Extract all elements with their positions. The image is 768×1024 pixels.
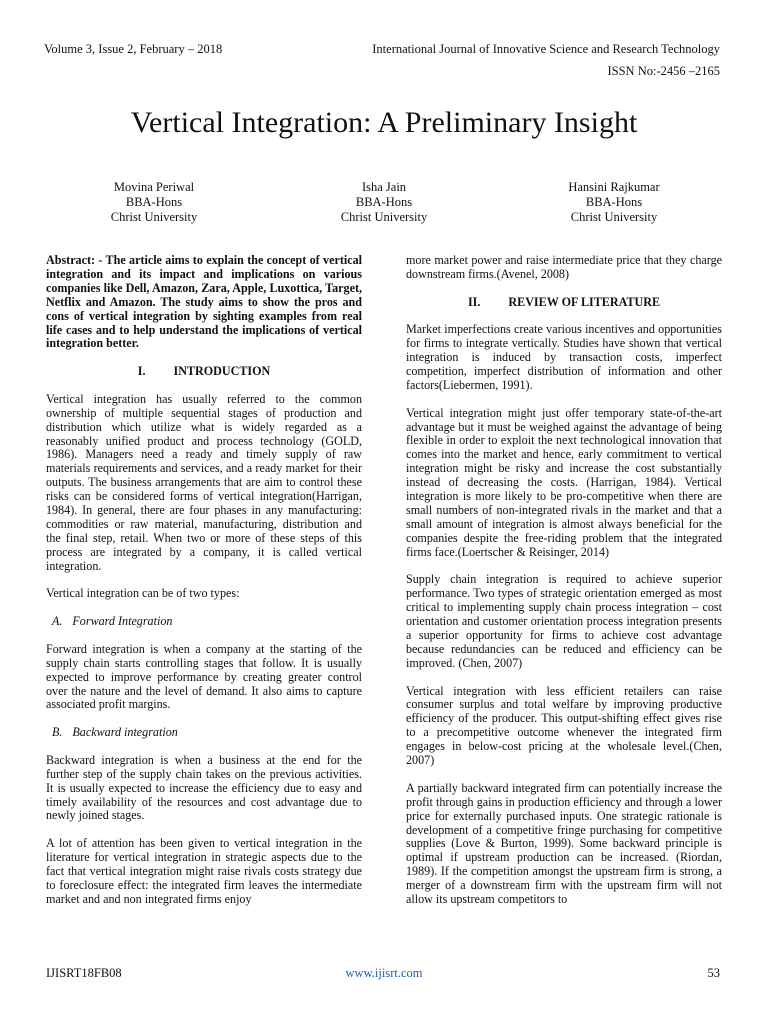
paragraph: Vertical integration might just offer temporary state-of-the-art advantage but it must be weighed against the advantage of being flexible in order to exploit the next technological innovation that comes into the market and hence, early commitment to vertical integration might be risky and increase the cost substantially instead of decreasing the costs. (Harrigan, 1984). Vertical integration is more likely to be pro-competitive when there are small numbers of non-integrated rivals in the market and that a small amount of integration is almost always beneficial for the companies despite the free-riding problem that the integrated firms face.(Loertscher & Reisinger, 2014) bbox=[406, 405, 722, 559]
author-3 bbox=[504, 180, 724, 225]
subsection-heading-backward bbox=[46, 726, 362, 740]
section-number: I. bbox=[137, 364, 146, 379]
subsection-number: B. bbox=[52, 725, 63, 740]
paragraph: Supply chain integration is required to achieve superior performance. Two types of strategic orientation emerged as most critical to implementing supply chain process integration – cost orientation and customer orientation process integration presents a superior opportunity for firms to achieve cost advantage because redundancies can be reduced and efficiency can be improved. (Chen, 2007) bbox=[406, 572, 722, 670]
paragraph: A partially backward integrated firm can potentially increase the profit through gains in production efficiency and through a lower price for externally purchased inputs. One strategic rationale is development of a competitive fringe purchasing for competitive supplies (Love & Burton, 1999). Some backward principle is optimal if upstream production can be increased. (Riordan, 1989). If the competition amongst the upstream firm is strong, a merger of a downstream firm with the upstream firm will not allow its upstream competitors to bbox=[406, 780, 722, 907]
author-name: Isha Jain bbox=[361, 180, 407, 194]
author-degree: BBA-Hons bbox=[125, 195, 183, 209]
journal-name: International Journal of Innovative Science and Research Technology bbox=[372, 42, 720, 56]
section-heading-review bbox=[406, 296, 722, 310]
author-2 bbox=[274, 180, 494, 225]
author-affiliation: Christ University bbox=[110, 210, 198, 224]
subsection-title: Backward integration bbox=[72, 725, 178, 740]
website-link[interactable]: www.ijisrt.com bbox=[345, 966, 423, 980]
paragraph: Backward integration is when a business at the end for the further step of the supply chain takes on the previous activities. It is usually expected to increase the efficiency due to easy and timely availability of the resources and cost advantage due to newly joined stages. bbox=[46, 752, 362, 823]
paragraph: Vertical integration with less efficient retailers can raise consumer surplus and total welfare by improving productive efficiency of the producer. This output-shifting effect gives rise to a precompetitive outcome whenever the integrated firm engages in below-cost pricing at the wholesale level.(Chen, 2007) bbox=[406, 683, 722, 768]
abstract: Abstract: - The article aims to explain the concept of vertical integration and its impact and implications on various companies like Dell, Amazon, Zara, Apple, Luxottica, Target, Netflix and Amazon. The study aims to show the pros and cons of vertical integration by sighting examples from real life cases and to help understand the implications of vertical integration better. bbox=[46, 253, 362, 351]
paragraph: Vertical integration can be of two types: bbox=[46, 586, 240, 601]
section-heading-introduction bbox=[46, 365, 362, 379]
author-list bbox=[44, 180, 724, 225]
right-column bbox=[406, 254, 722, 921]
paper-code: IJISRT18FB08 bbox=[46, 966, 122, 980]
author-affiliation: Christ University bbox=[340, 210, 428, 224]
volume-issue: Volume 3, Issue 2, February – 2018 bbox=[44, 42, 223, 56]
author-degree: BBA-Hons bbox=[585, 195, 643, 209]
paragraph: more market power and raise intermediate price that they charge downstream firms.(Avenel, 2008) bbox=[406, 253, 722, 281]
paragraph: A lot of attention has been given to vertical integration in the literature for vertical integration in strategic aspects due to the fact that vertical integration might raise rivals costs strategy due to foreclosure effect: the integrated firm leaves the intermediate market and and non integrated firms enjoy bbox=[46, 836, 362, 906]
paragraph: Vertical integration has usually referred to the common ownership of multiple sequential stages of production and distribution which utilize what is widely regarded as a reasonably unified product and process technology (GOLD, 1986). Managers need a ready and timely supply of raw materials requirements and services, and a ready market for their outputs. The business arrangements that are aim to control these risks can be considered forms of vertical integration(Harrigan, 1984). In general, there are four phases in any manufacturing: commodities or raw material, manufacturing, distribution and the final step, retail. When two or more of these steps of this process are integrated by a company, it is called vertical integration. bbox=[46, 391, 362, 573]
issn: ISSN No:-2456 –2165 bbox=[607, 64, 720, 78]
author-affiliation: Christ University bbox=[570, 210, 658, 224]
section-number: II. bbox=[467, 294, 481, 309]
author-1 bbox=[44, 180, 264, 225]
page-number: 53 bbox=[707, 966, 720, 980]
paragraph: Forward integration is when a company at the starting of the supply chain starts controlling stages that follow. It is usually expected to improve performance by creating greater control over the nature and the level of demand. It also aims to capture associated profit margins. bbox=[46, 641, 362, 712]
author-name: Movina Periwal bbox=[113, 180, 195, 194]
subsection-heading-forward bbox=[46, 615, 362, 629]
paper-title: Vertical Integration: A Preliminary Insight bbox=[130, 106, 638, 139]
section-title: INTRODUCTION bbox=[173, 364, 271, 379]
subsection-number: A. bbox=[52, 614, 63, 629]
subsection-title: Forward Integration bbox=[72, 614, 173, 629]
paragraph: Market imperfections create various incentives and opportunities for firms to integrate vertically. Studies have shown that vertical integration is induced by transaction costs, imperfect competition, imperfect distribution of information and other factors(Liebermen, 1991). bbox=[406, 322, 722, 392]
left-column bbox=[46, 254, 362, 921]
author-name: Hansini Rajkumar bbox=[568, 180, 660, 194]
section-title: REVIEW OF LITERATURE bbox=[508, 294, 661, 309]
author-degree: BBA-Hons bbox=[355, 195, 413, 209]
